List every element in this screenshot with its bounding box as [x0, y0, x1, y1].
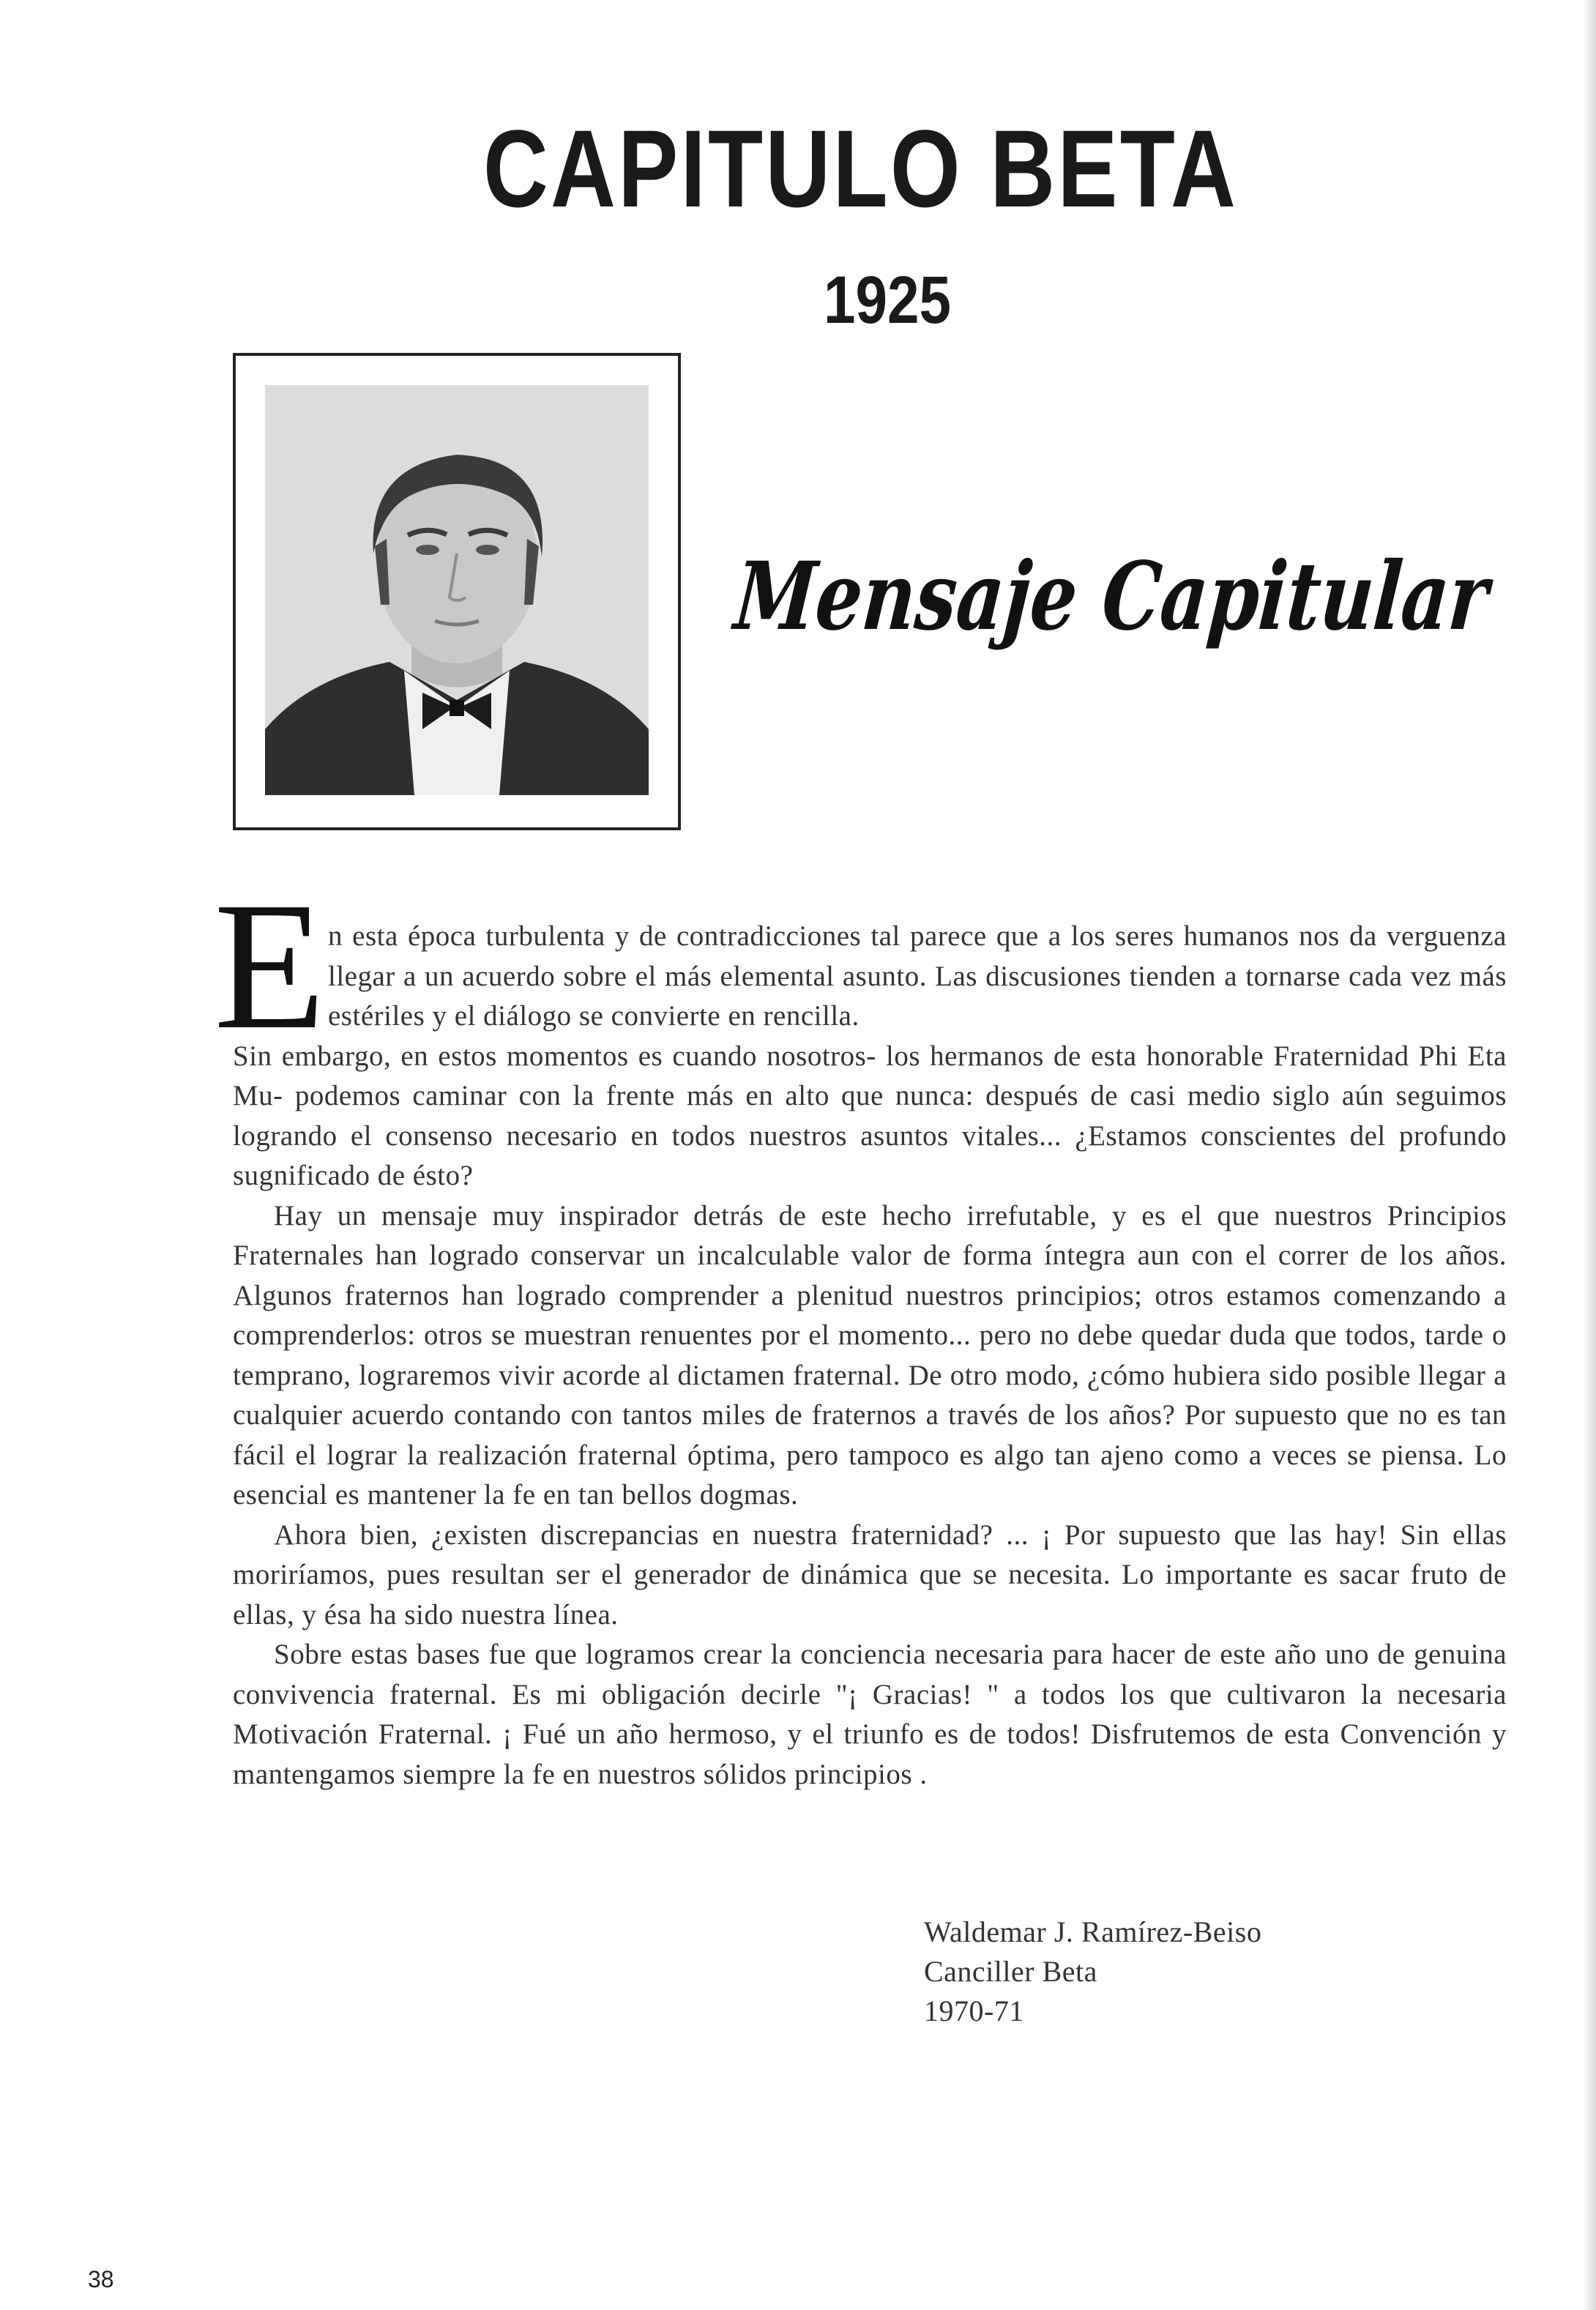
chapter-title: CAPITULO BETA	[483, 107, 1239, 230]
chapter-year: 1925	[824, 263, 951, 338]
paragraph-1-continuation: Sin embargo, en estos momentos es cuando nosotros- los hermanos de esta honorable Fraternidad Phi Eta Mu- podemos caminar con la frente más en alto que nunca: después de casi medio siglo aún seguimos logrando el consenso necesario en todos nuestros asuntos vitales... ¿Estamos conscientes del profundo sugnificado de ésto?	[233, 1040, 1507, 1191]
page-number: 38	[88, 2266, 114, 2292]
signature-name: Waldemar J. Ramírez-Beiso	[924, 1915, 1262, 1948]
paragraph-3: Ahora bien, ¿existen discrepancias en nuestra fraternidad? ... ¡ Por supuesto que las hay! Sin ellas moriríamos, pues resultan ser el generador de dinámica que se necesita. Lo importante es sacar fruto de ellas, y ésa ha sido nuestra línea.	[233, 1519, 1507, 1631]
portrait-photo	[265, 385, 649, 795]
paragraph-4: Sobre estas bases fue que logramos crear la conciencia necesaria para hacer de este año uno de genuina convivencia fraternal. Es mi obligación decirle "¡ Gracias! " a todos los que cultivaron la necesaria Motivación Fraternal. ¡ Fué un año hermoso, y el triunfo es de todos! Disfrutemos de esta Convención y mantengamos siempre la fe en nuestros sólidos principios .	[233, 1639, 1507, 1790]
paragraph-1	[233, 917, 1507, 1196]
message-body	[233, 917, 1507, 1795]
signature-years: 1970-71	[924, 1994, 1024, 2027]
drop-cap-letter: E	[214, 865, 326, 1068]
signature-role: Canciller Beta	[924, 1955, 1097, 1988]
signature-block	[924, 1912, 1261, 2031]
page-edge-shadow	[1583, 0, 1596, 2310]
portrait-illustration	[265, 385, 649, 795]
paragraph-2: Hay un mensaje muy inspirador detrás de este hecho irrefutable, y es el que nuestros Principios Fraternales han logrado conservar un incalculable valor de forma íntegra aun con el correr de los años. Algunos fraternos han logrado comprender a plenitud nuestros principios; otros estamos comenzando a comprenderlos: otros se muestran renuentes por el momento... pero no debe quedar duda que todos, tarde o temprano, lograremos vivir acorde al dictamen fraternal. De otro modo, ¿cómo hubiera sido posible llegar a cualquier acuerdo contando con tantos miles de fraternos a través de los años? Por supuesto que no es tan fácil el lograr la realización fraternal óptima, pero tampoco es algo tan ajeno como a veces se piensa. Lo esencial es mantener la fe en tan bellos dogmas.	[233, 1199, 1507, 1510]
message-heading: Mensaje Capitular	[731, 542, 1493, 652]
paragraph-1-opening: n esta época turbulenta y de contradicciones tal parece que a los seres humanos nos da verguenza llegar a un acuerdo sobre el más elemental asunto. Las discusiones tienden a tornarse cada vez más estériles y el diálogo se convierte en rencilla.	[328, 920, 1507, 1032]
portrait-frame	[233, 353, 681, 830]
